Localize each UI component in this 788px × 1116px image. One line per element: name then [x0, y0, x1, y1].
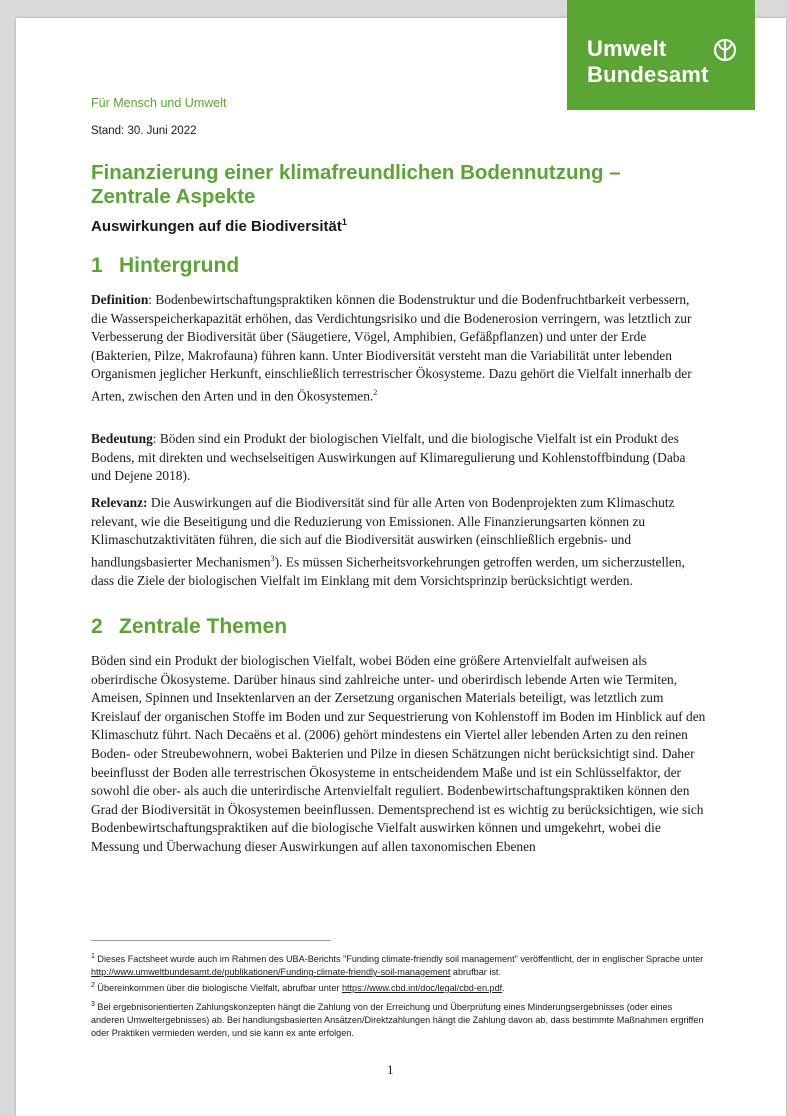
footnote-number: 2 — [91, 982, 95, 989]
footnote-text-end: . — [502, 983, 505, 994]
footnote-number: 1 — [91, 953, 95, 960]
paragraph-label: Definition — [91, 292, 149, 307]
footnote-link[interactable]: https://www.cbd.int/doc/legal/cbd-en.pdf — [341, 983, 503, 994]
paragraph-label: Bedeutung — [91, 431, 153, 446]
paragraph-text: Die Auswirkungen auf die Biodiversität sind für alle Arten von Bodenprojekten zum Klimaschutz relevant, wie die Beseitigung und die Reduzierung von Emissionen. Alle Finanzierungsarten können zu Klimaschutzaktivitäten führen, die sich auf die Biodiversität auswirken (einschließlich ergebnis- und handlungsbasierter Mechanismen — [91, 495, 675, 570]
paragraph-text-continued: ). Es müssen Sicherheitsvorkehrungen getroffen werden, um sicherzustellen, dass die Ziele der biologischen Vielfalt im Einklang mit dem Vorsichtsprinzip berücksichtigt werden. — [91, 554, 685, 588]
section-number: 2 — [91, 615, 103, 638]
paragraph-label: Relevanz: — [91, 495, 148, 510]
uba-logo — [567, 0, 755, 110]
document-title: Finanzierung einer klimafreundlichen Bodennutzung – Zentrale Aspekte — [91, 161, 621, 208]
paragraph-relevance — [91, 494, 706, 590]
logo-line-1: Umwelt — [587, 36, 667, 61]
footnote-2 — [91, 979, 706, 995]
footnote-divider — [91, 940, 331, 941]
footnote-ref-1[interactable]: 1 — [341, 217, 347, 227]
footnote-1 — [91, 950, 706, 979]
footnote-link[interactable]: http://www.umweltbundesamt.de/publikationen/Funding-climate-friendly-soil-management — [91, 967, 451, 978]
section-title: Zentrale Themen — [119, 615, 288, 638]
document-page — [16, 18, 786, 1116]
paragraph-importance — [91, 430, 706, 486]
footnote-text: Bei ergebnisorientierten Zahlungskonzepten hängt die Zahlung von der Erreichung und Überprüfung eines Minderungsergebnisses (oder eines anderen Umweltergebnisses) ab. Bei handlungsbasierten Ansätzen/Direktzahlungen hängt die Zahlung davon ab, dass bestimmte Maßnahmen ergriffen oder Praktiken vermieden werden, und sie kann ex ante erfolgen. — [91, 1002, 704, 1039]
section-title: Hintergrund — [119, 254, 240, 277]
document-date: Stand: 30. Juni 2022 — [91, 125, 197, 137]
footnote-number: 3 — [91, 1001, 95, 1008]
footnote-text-end: abrufbar ist. — [450, 967, 501, 978]
tagline: Für Mensch und Umwelt — [91, 96, 227, 110]
footnote-3 — [91, 998, 706, 1040]
footnote-ref-2[interactable]: 2 — [373, 387, 378, 397]
subtitle-text: Auswirkungen auf die Biodiversität — [91, 218, 342, 235]
footnote-text: Übereinkommen über die biologische Vielfalt, abrufbar unter — [94, 983, 342, 994]
paragraph-text: : Bodenbewirtschaftungspraktiken können die Bodenstruktur und die Bodenfruchtbarkeit verbessern, die Wasserspeicherkapazität erhöhen, das Verdichtungsrisiko und die Bodenerosion verringern, was letztlich zur Verbesserung der Biodiversität über (Säugetiere, Vögel, Amphibien, Gefäßpflanzen) und unter der Erde (Bakterien, Pilze, Makrofauna) führen kann. Unter Biodiversität versteht man die Variabilität unter lebenden Organismen jeglicher Herkunft, einschließlich terrestrischer Ökosysteme. Dazu gehört die Vielfalt innerhalb der Arten, zwischen den Arten und in den Ökosystemen. — [91, 292, 692, 404]
paragraph-text: : Böden sind ein Produkt der biologischen Vielfalt, und die biologische Vielfalt ist ein Produkt des Bodens, mit direkten und wechselseitigen Auswirkungen auf Klimaregulierung und Kohlenstoffbindung (Daba und Dejene 2018). — [91, 431, 686, 484]
page-number: 1 — [387, 1062, 394, 1077]
section-heading-2 — [91, 615, 287, 639]
section-heading-1 — [91, 254, 239, 278]
logo-line-2: Bundesamt — [587, 62, 709, 87]
paragraph-definition — [91, 291, 706, 406]
section-number: 1 — [91, 254, 103, 277]
paragraph-key-topics: Böden sind ein Produkt der biologischen Vielfalt, wobei Böden eine größere Artenvielfalt aufweisen als oberirdische Ökosysteme. Darüber hinaus sind zahlreiche unter- und oberirdisch lebende Arten wie Termiten, Ameisen, Spinnen und Insektenlarven an der Zersetzung organischen Materials beteiligt, was letztlich zum Kreislauf der organischen Stoffe im Boden und zur Sequestrierung von Kohlenstoff im Boden im Hinblick auf den Klimaschutz führt. Nach Decaëns et al. (2006) gehört mindestens ein Viertel aller lebenden Arten zu den reinen Boden- oder Streubewohnern, wobei Bakterien und Pilze in diesen Schätzungen nicht berücksichtigt sind. Daher beeinflusst der Boden alle terrestrischen Ökosysteme in entscheidendem Maße und ist ein Schlüsselfaktor, der sowohl die ober- als auch die unterirdische Artenvielfalt reguliert. Bodenbewirtschaftungspraktiken können den Grad der Biodiversität in Ökosystemen beeinflussen. Dementsprechend ist es wichtig zu berücksichtigen, wie sich Bodenbewirtschaftungspraktiken auf die biologische Vielfalt auswirken können und umgekehrt, wobei die Messung und Überwachung dieser Auswirkungen auf allen taxonomischen Ebenen — [91, 653, 706, 854]
footnote-ref-3[interactable]: 3 — [270, 553, 275, 563]
footnote-text: Dieses Factsheet wurde auch im Rahmen des UBA-Berichts "Funding climate-friendly soil management" veröffentlicht, der in englischer Sprache unter — [94, 954, 704, 965]
logo-symbol-icon — [713, 38, 737, 62]
document-subtitle — [91, 217, 347, 235]
